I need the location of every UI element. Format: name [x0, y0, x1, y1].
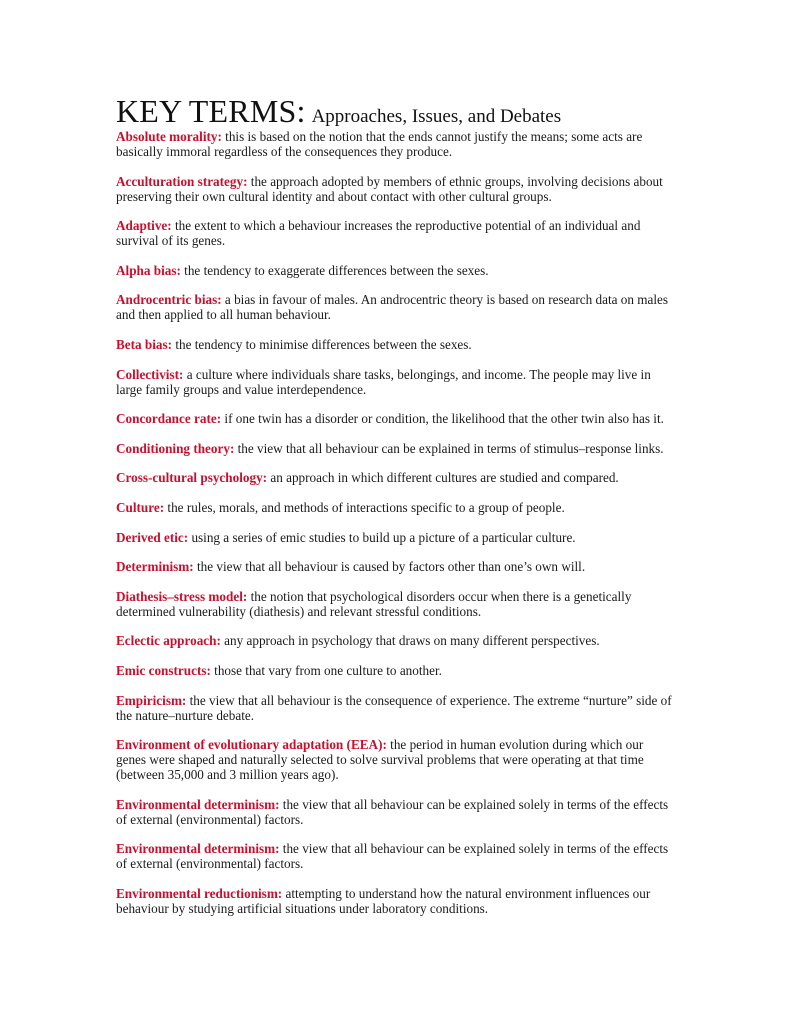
entry-definition: the rules, morals, and methods of interactions specific to a group of people. — [167, 499, 565, 515]
glossary-list — [116, 129, 676, 916]
page-title — [116, 95, 676, 127]
glossary-entry — [116, 797, 676, 827]
entry-term: Culture: — [116, 499, 165, 515]
glossary-entry — [116, 174, 676, 204]
entry-definition: if one twin has a disorder or condition, the likelihood that the other twin also has it. — [224, 411, 664, 427]
entry-definition: a culture where individuals share tasks, belongings, and income. The people may live in large family groups and value interdependence. — [116, 366, 651, 397]
entry-definition: the approach adopted by members of ethnic groups, involving decisions about preserving their own cultural identity and about contact with other cultural groups. — [116, 173, 663, 204]
glossary-entry — [116, 263, 676, 278]
entry-term: Cross-cultural psychology: — [116, 470, 268, 486]
entry-term: Acculturation strategy: — [116, 173, 248, 189]
glossary-entry — [116, 841, 676, 871]
entry-term: Beta bias: — [116, 336, 173, 352]
document-page — [116, 95, 676, 930]
entry-term: Environment of evolutionary adaptation (EEA): — [116, 737, 387, 753]
entry-term: Collectivist: — [116, 366, 184, 382]
glossary-entry — [116, 292, 676, 322]
entry-term: Concordance rate: — [116, 411, 222, 427]
glossary-entry — [116, 500, 676, 515]
glossary-entry — [116, 886, 676, 916]
glossary-entry — [116, 218, 676, 248]
entry-term: Alpha bias: — [116, 262, 181, 278]
glossary-entry — [116, 441, 676, 456]
entry-definition: the period in human evolution during which our genes were shaped and naturally selected to solve survival problems that were operating at that time (between 35,000 and 3 million years ago). — [116, 737, 644, 783]
entry-definition: those that vary from one culture to another. — [214, 662, 442, 678]
entry-definition: the view that all behaviour can be explained in terms of stimulus–response links. — [237, 440, 664, 456]
glossary-entry — [116, 411, 676, 426]
entry-definition: an approach in which different cultures are studied and compared. — [270, 470, 619, 486]
glossary-entry — [116, 737, 676, 782]
glossary-entry — [116, 129, 676, 159]
glossary-entry — [116, 530, 676, 545]
entry-definition: the view that all behaviour is the consequence of experience. The extreme “nurture” side of the nature–nurture debate. — [116, 692, 672, 723]
entry-definition: any approach in psychology that draws on many different perspectives. — [224, 633, 600, 649]
title-main: KEY TERMS: — [116, 93, 306, 129]
entry-term: Absolute morality: — [116, 129, 222, 144]
entry-definition: the notion that psychological disorders occur when there is a genetically determined vulnerability (diathesis) and relevant stressful conditions. — [116, 588, 632, 619]
entry-term: Diathesis–stress model: — [116, 588, 248, 604]
entry-term: Androcentric bias: — [116, 292, 222, 308]
entry-definition: the tendency to minimise differences between the sexes. — [175, 336, 472, 352]
entry-definition: attempting to understand how the natural environment influences our behaviour by studying artificial situations under laboratory conditions. — [116, 885, 651, 916]
title-subtitle: Approaches, Issues, and Debates — [311, 106, 562, 127]
entry-definition: the tendency to exaggerate differences between the sexes. — [184, 262, 489, 278]
entry-definition: the view that all behaviour can be explained solely in terms of the effects of external (environmental) factors. — [116, 796, 669, 827]
entry-definition: this is based on the notion that the ends cannot justify the means; some acts are basically immoral regardless of the consequences they produce. — [116, 129, 643, 159]
glossary-entry — [116, 693, 676, 723]
entry-definition: the view that all behaviour can be explained solely in terms of the effects of external (environmental) factors. — [116, 841, 669, 872]
glossary-entry — [116, 470, 676, 485]
entry-term: Emic constructs: — [116, 662, 211, 678]
glossary-entry — [116, 559, 676, 574]
entry-definition: a bias in favour of males. An androcentric theory is based on research data on males and then applied to all human behaviour. — [116, 292, 669, 323]
glossary-entry — [116, 663, 676, 678]
entry-term: Eclectic approach: — [116, 633, 221, 649]
glossary-entry — [116, 589, 676, 619]
entry-term: Adaptive: — [116, 218, 172, 234]
entry-term: Conditioning theory: — [116, 440, 235, 456]
glossary-entry — [116, 337, 676, 352]
entry-term: Determinism: — [116, 559, 194, 575]
entry-term: Environmental determinism: — [116, 841, 280, 857]
entry-definition: the extent to which a behaviour increases the reproductive potential of an individual and survival of its genes. — [116, 218, 641, 249]
glossary-entry — [116, 633, 676, 648]
glossary-entry — [116, 367, 676, 397]
entry-term: Environmental determinism: — [116, 796, 280, 812]
entry-definition: the view that all behaviour is caused by factors other than one’s own will. — [196, 559, 586, 575]
entry-definition: using a series of emic studies to build up a picture of a particular culture. — [191, 529, 576, 545]
entry-term: Empiricism: — [116, 692, 187, 708]
entry-term: Derived etic: — [116, 529, 189, 545]
entry-term: Environmental reductionism: — [116, 885, 283, 901]
